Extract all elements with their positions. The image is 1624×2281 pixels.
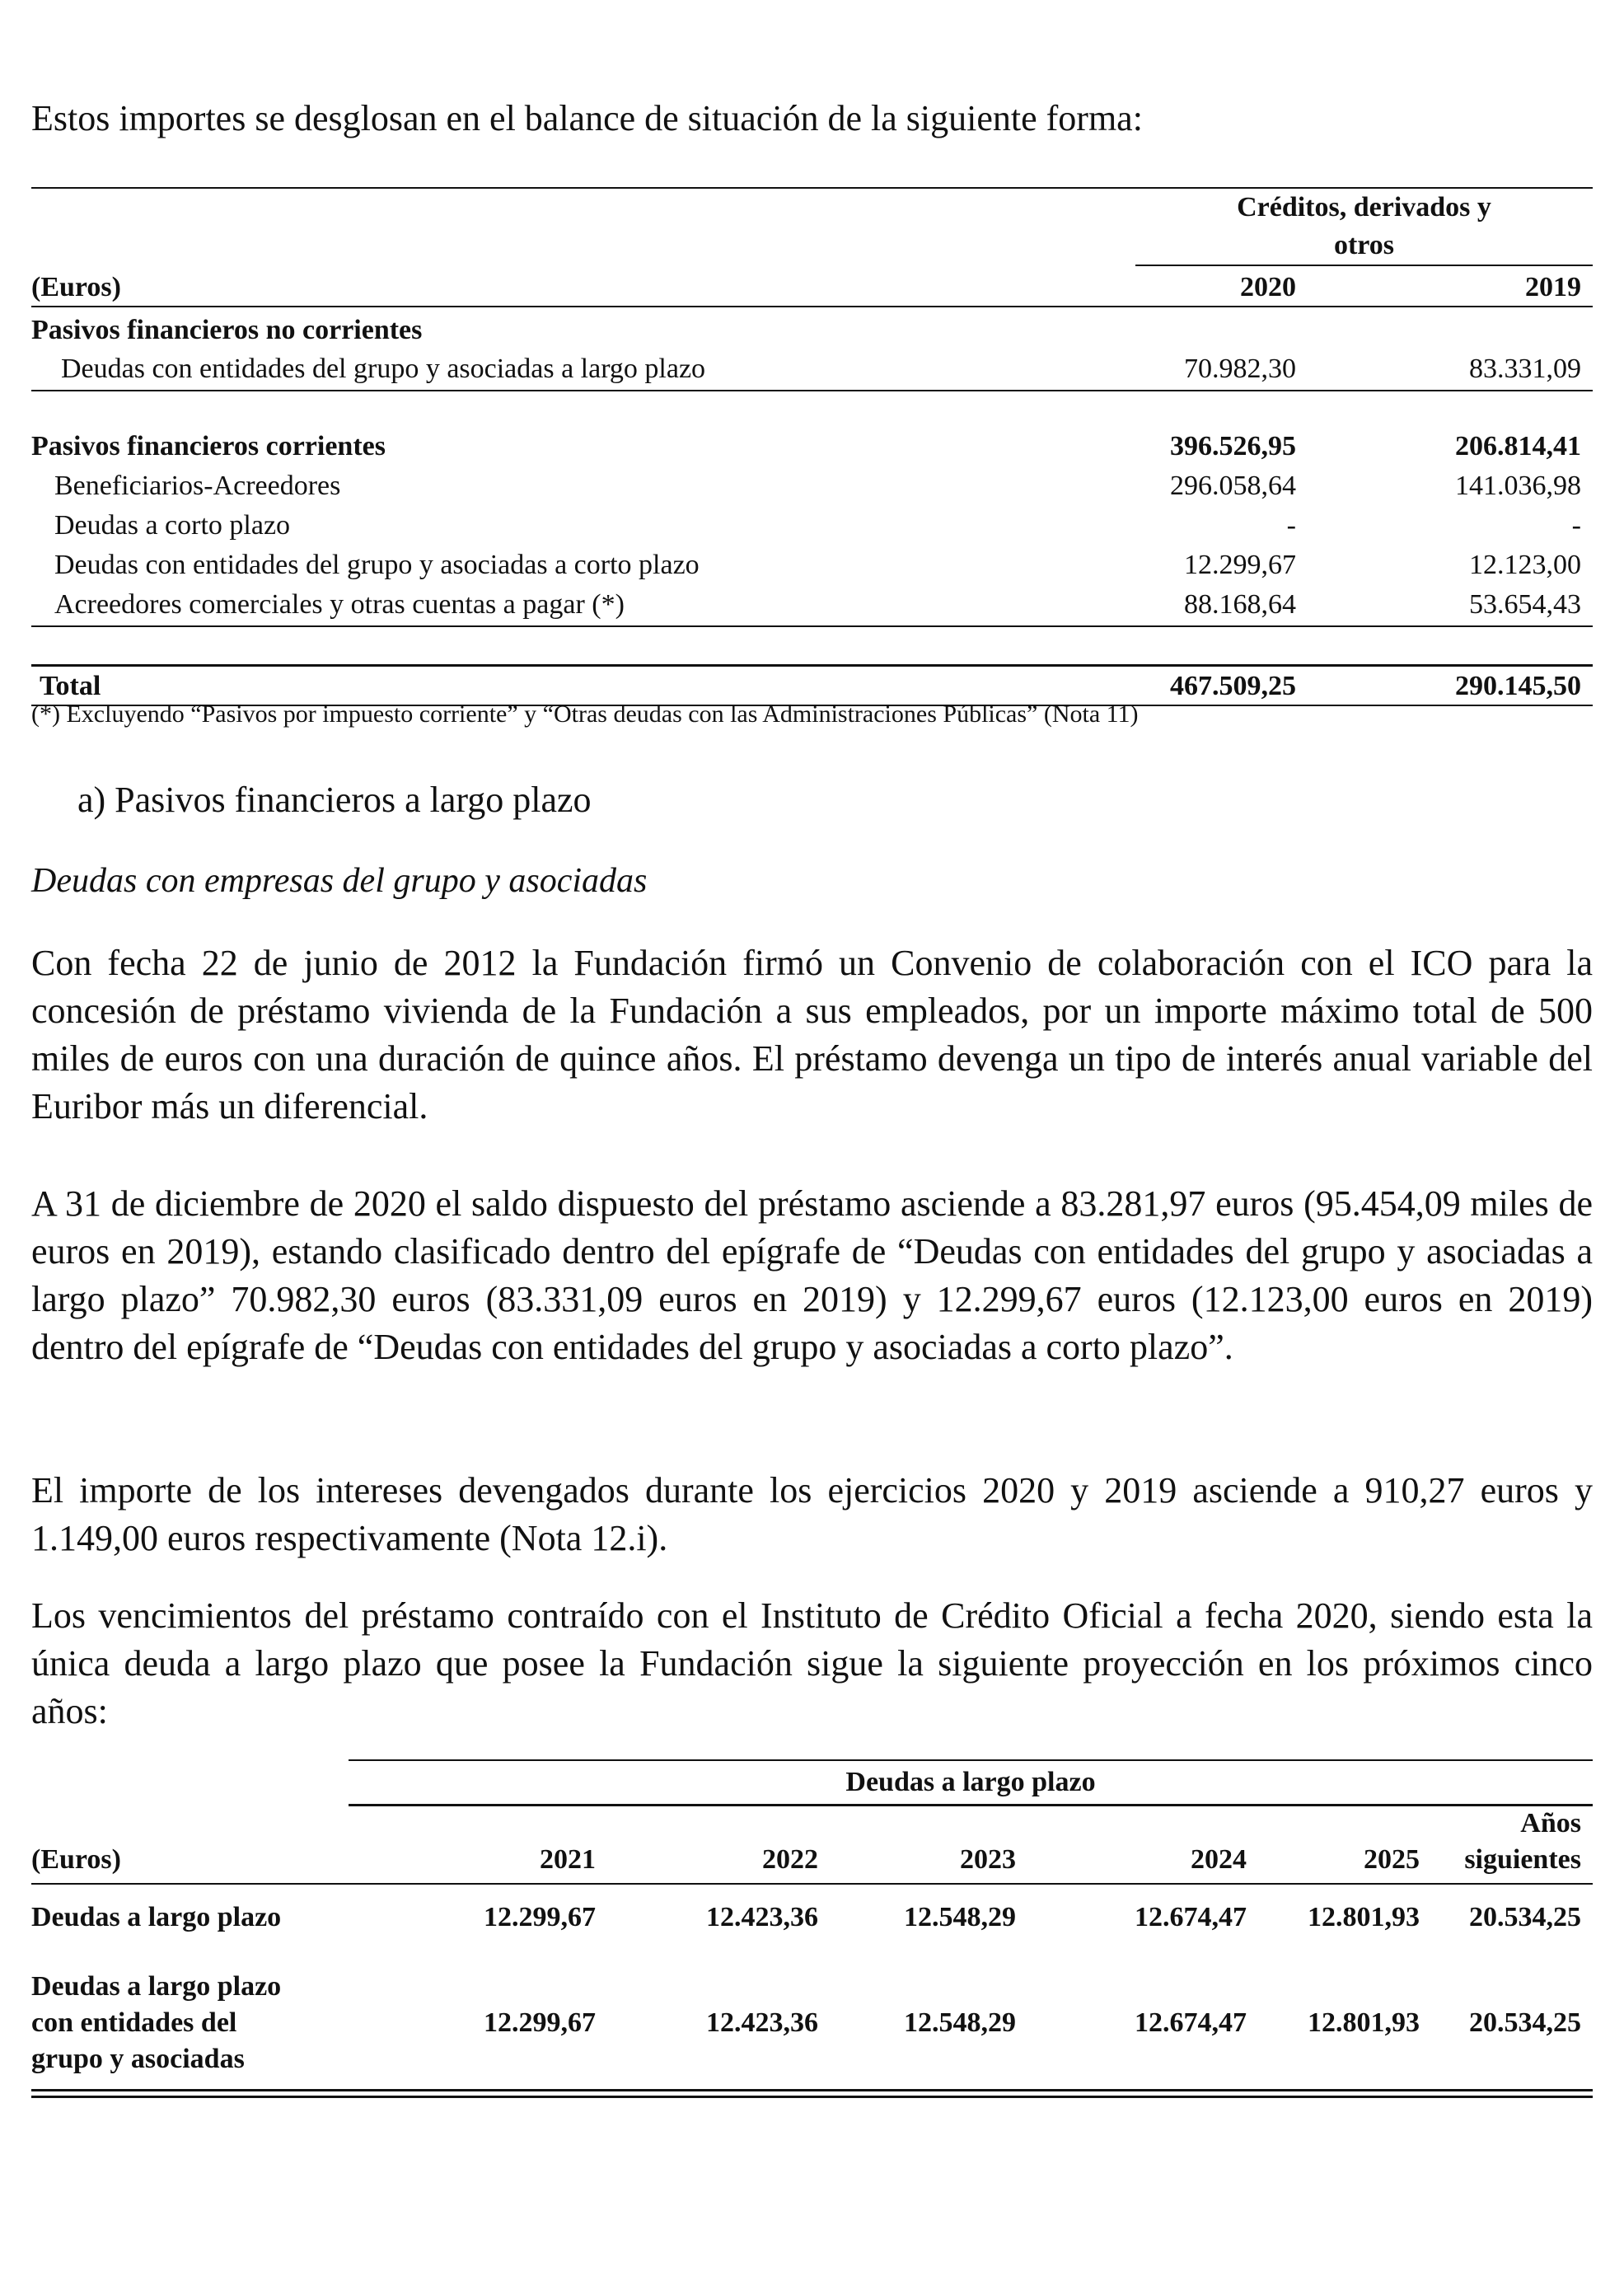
table-row xyxy=(31,585,1593,625)
value-cell: 12.299,67 xyxy=(484,1902,596,1932)
value-2020: 296.058,64 xyxy=(1170,471,1296,501)
paragraph: El importe de los intereses devengados durante los ejercicios 2020 y 2019 asciende a 910,27 euros y 1.149,00 euros respectivamente (Nota 12.i). xyxy=(31,1470,1593,1558)
table-bottom-rule xyxy=(31,2089,1593,2091)
value-2019: 12.123,00 xyxy=(1469,550,1581,580)
value-2019: 141.036,98 xyxy=(1455,471,1581,501)
year-2019-header: 2019 xyxy=(1525,272,1581,302)
table-footnote: (*) Excluyendo “Pasivos por impuesto corriente” y “Otras deudas con las Administraciones Públicas” (Nota 11) xyxy=(31,700,1139,728)
value-cell: 12.801,93 xyxy=(1308,2007,1420,2038)
section-heading: a) Pasivos financieros a largo plazo xyxy=(77,780,592,820)
group-header xyxy=(1135,189,1593,265)
value-2019: 206.814,41 xyxy=(1455,431,1581,461)
group-header-rule xyxy=(1135,265,1593,266)
value-cell: 20.534,25 xyxy=(1469,1902,1581,1932)
paragraph: A 31 de diciembre de 2020 el saldo dispuesto del préstamo asciende a 83.281,97 euros (95.454,09 miles de euros en 2019), estando clasificado dentro del epígrafe de “Deudas con entidades del grupo y asociadas a largo plazo” 70.982,30 euros (83.331,09 euros en 2019) y 12.299,67 euros (12.123,00 euros en 2019) dentro del epígrafe de “Deudas con entidades del grupo y asociadas a corto plazo”. xyxy=(31,1183,1593,1367)
document-page xyxy=(31,0,1593,2281)
group-header: Deudas a largo plazo xyxy=(845,1767,1096,1797)
value-2019: - xyxy=(1571,510,1581,541)
section-rule xyxy=(31,625,1593,627)
row-label: Pasivos financieros corrientes xyxy=(31,431,386,461)
row-label: Beneficiarios-Acreedores xyxy=(54,471,341,501)
table-row xyxy=(31,546,1593,585)
intro-text: Estos importes se desglosan en el balance de situación de la siguiente forma: xyxy=(31,98,1143,138)
value-cell: 12.423,36 xyxy=(706,2007,818,2038)
row-label: Pasivos financieros no corrientes xyxy=(31,315,423,345)
row-label: Deudas con entidades del grupo y asociadas a corto plazo xyxy=(54,550,700,580)
section-rule xyxy=(31,390,1593,391)
column-header: 2024 xyxy=(1191,1844,1247,1875)
value-2019: 290.145,50 xyxy=(1455,671,1581,701)
table-row xyxy=(31,349,1593,389)
paragraph: Los vencimientos del préstamo contraído con el Instituto de Crédito Oficial a fecha 2020, siendo esta la única deuda a largo plazo que posee la Fundación sigue la siguiente proyección en los próximos cinco años: xyxy=(31,1595,1593,1731)
value-2020: 12.299,67 xyxy=(1184,550,1296,580)
value-2020: 396.526,95 xyxy=(1170,431,1296,461)
row-label: Acreedores comerciales y otras cuentas a pagar (*) xyxy=(54,589,625,620)
column-header: 2025 xyxy=(1364,1844,1420,1875)
header-rule xyxy=(31,306,1593,307)
subheading: Deudas con empresas del grupo y asociadas xyxy=(31,862,648,900)
group-header-line1: Créditos, derivados y xyxy=(1237,192,1491,222)
value-2020: 88.168,64 xyxy=(1184,589,1296,620)
value-cell: 12.801,93 xyxy=(1308,1902,1420,1932)
group-header-rule xyxy=(349,1804,1593,1806)
row-label-line3: grupo y asociadas xyxy=(31,2044,245,2074)
group-header-line2: otros xyxy=(1333,230,1395,260)
row-label: Deudas con entidades del grupo y asociadas a largo plazo xyxy=(61,354,706,384)
column-header: 2022 xyxy=(762,1844,818,1875)
column-header-line1: Años xyxy=(1520,1808,1581,1838)
column-header: 2021 xyxy=(540,1844,596,1875)
row-label-multiline xyxy=(31,1969,281,2077)
value-cell: 12.548,29 xyxy=(904,2007,1016,2038)
row-label-line1: Deudas a largo plazo xyxy=(31,1971,282,2002)
unit-label: (Euros) xyxy=(31,272,121,302)
table-row xyxy=(31,427,1593,466)
table-header-row xyxy=(31,268,1593,307)
row-label-line2: con entidades del xyxy=(31,2007,237,2038)
unit-label: (Euros) xyxy=(31,1844,121,1875)
value-2020: 70.982,30 xyxy=(1184,354,1296,384)
value-cell: 12.299,67 xyxy=(484,2007,596,2038)
value-cell: 20.534,25 xyxy=(1469,2007,1581,2038)
value-cell: 12.674,47 xyxy=(1135,2007,1247,2038)
row-label: Deudas a corto plazo xyxy=(54,510,291,541)
value-2019: 83.331,09 xyxy=(1469,354,1581,384)
value-2019: 53.654,43 xyxy=(1469,589,1581,620)
column-header-line2: siguientes xyxy=(1464,1844,1581,1875)
value-2020: 467.509,25 xyxy=(1170,671,1296,701)
row-label: Total xyxy=(40,671,101,701)
row-label: Deudas a largo plazo xyxy=(31,1902,282,1932)
year-2020-header: 2020 xyxy=(1240,272,1296,302)
table-top-rule xyxy=(349,1759,1593,1761)
table-row xyxy=(31,311,1593,350)
column-header: 2023 xyxy=(960,1844,1016,1875)
paragraph: Con fecha 22 de junio de 2012 la Fundación firmó un Convenio de colaboración con el ICO para la concesión de préstamo vivienda de la Fundación a sus empleados, por un importe máximo total de 500 miles de euros con una duración de quince años. El préstamo devenga un tipo de interés anual variable del Euribor más un diferencial. xyxy=(31,943,1593,1126)
value-cell: 12.548,29 xyxy=(904,1902,1016,1932)
value-cell: 12.423,36 xyxy=(706,1902,818,1932)
column-header-last xyxy=(1464,1806,1581,1878)
table-row xyxy=(31,466,1593,506)
value-2020: - xyxy=(1286,510,1296,541)
value-cell: 12.674,47 xyxy=(1135,1902,1247,1932)
header-rule xyxy=(31,1883,1593,1885)
table-row xyxy=(31,506,1593,546)
table-bottom-rule-double xyxy=(31,2096,1593,2098)
